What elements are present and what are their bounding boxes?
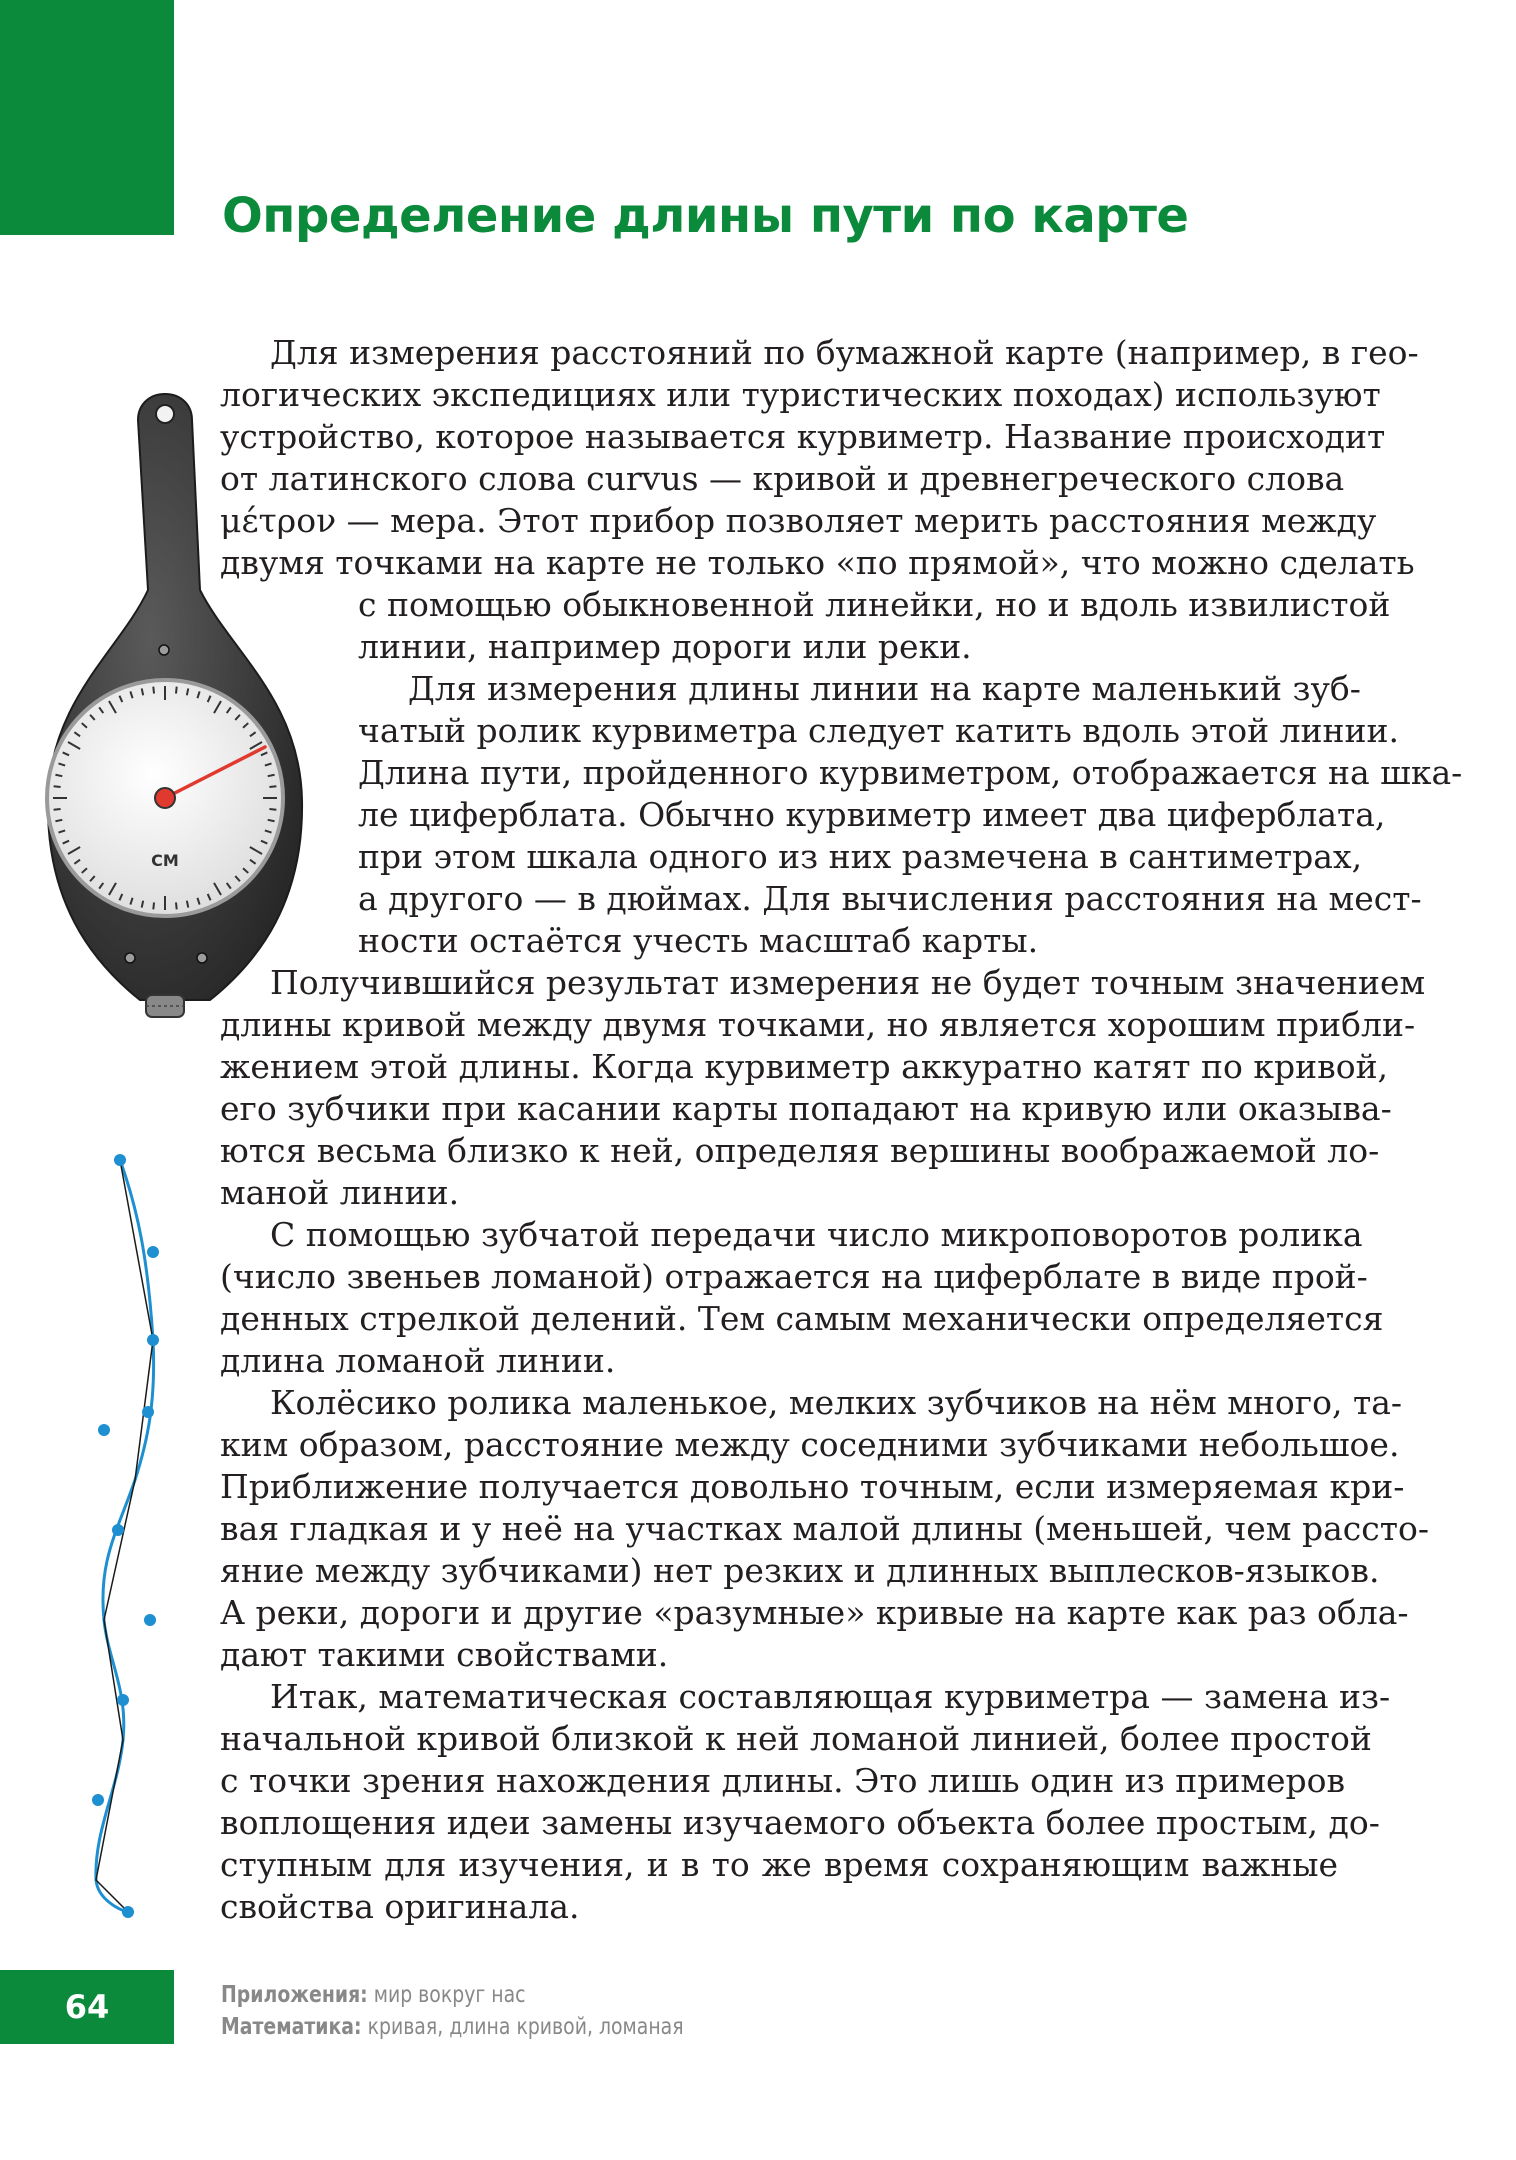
text-line: а другого — в дюймах. Для вычисления расстояния на мест- (358, 879, 1422, 918)
text-line: линии, например дороги или реки. (358, 627, 972, 666)
text-line: Для измерения расстояний по бумажной карте (например, в гео- (270, 333, 1419, 372)
text-line: двумя точками на карте не только «по прямой», что можно сделать (220, 543, 1415, 582)
text-line: Для измерения длины линии на карте маленький зуб- (408, 669, 1361, 708)
text-line: яние между зубчиками) нет резких и длинных выплесков-языков. (220, 1551, 1380, 1590)
text-line: от латинского слова curvus — кривой и древнегреческого слова (220, 459, 1345, 498)
text-line: длина ломаной линии. (220, 1341, 616, 1380)
text-line: Получившийся результат измерения не будет точным значением (270, 963, 1426, 1002)
text-line: его зубчики при касании карты попадают на кривую или оказыва- (220, 1089, 1392, 1128)
text-line: жением этой длины. Когда курвиметр аккуратно катят по кривой, (220, 1047, 1389, 1086)
dial-tick (142, 688, 143, 695)
dial-tick (176, 687, 177, 694)
dial-tick (153, 687, 154, 694)
screw-top-left (159, 645, 169, 655)
corner-accent-block (0, 0, 174, 235)
dial-tick (54, 786, 61, 787)
text-line: ступным для изучения, и в то же время сохраняющим важные (220, 1845, 1338, 1884)
dial-tick (268, 775, 275, 776)
text-line: денных стрелкой делений. Тем самым механически определяется (220, 1299, 1384, 1338)
footer-applications-label: Приложения: (221, 1982, 368, 2008)
footer-math (221, 2014, 684, 2040)
footer-applications-value: мир вокруг нас (373, 1982, 526, 2008)
screw-bottom-right (197, 953, 207, 963)
text-line: Длина пути, пройденного курвиметром, отображается на шка- (358, 753, 1463, 792)
dial-tick (187, 688, 188, 695)
text-line: длины кривой между двумя точками, но является хорошим прибли- (220, 1005, 1416, 1044)
text-line: дают такими свойствами. (220, 1635, 669, 1674)
dial-tick (54, 809, 61, 810)
footer-math-value: кривая, длина кривой, ломаная (367, 2014, 684, 2040)
page-title: Определение длины пути по карте (222, 188, 1189, 244)
text-line: логических экспедициях или туристических походах) используют (220, 375, 1381, 414)
dial-tick (268, 820, 275, 821)
screw-bottom-left (125, 953, 135, 963)
dial-tick (187, 901, 188, 908)
text-line: с помощью обыкновенной линейки, но и вдоль извилистой (358, 585, 1391, 624)
text-line: свойства оригинала. (220, 1887, 580, 1926)
dial-tick (269, 786, 276, 787)
dial-tick (176, 902, 177, 909)
text-line: ются весьма близко к ней, определяя вершины воображаемой ло- (220, 1131, 1380, 1170)
dial-tick (142, 901, 143, 908)
text-line: (число звеньев ломаной) отражается на циферблате в виде прой- (220, 1257, 1368, 1296)
text-line: Приближение получается довольно точным, если измеряемая кри- (220, 1467, 1405, 1506)
dial-tick (269, 809, 276, 810)
dial-unit-label: СМ (151, 851, 179, 870)
text-line: μέτρον — мера. Этот прибор позволяет мерить расстояния между (220, 501, 1377, 540)
polyline (96, 1160, 153, 1912)
dial-tick (55, 820, 62, 821)
text-line: воплощения идеи замены изучаемого объекта более простым, до- (220, 1803, 1380, 1842)
text-line: Колёсико ролика маленькое, мелких зубчиков на нём много, та- (270, 1383, 1403, 1422)
text-line: С помощью зубчатой передачи число микроповоротов ролика (270, 1215, 1363, 1254)
text-line: маной линии. (220, 1173, 460, 1212)
dial-tick (153, 902, 154, 909)
footer-math-label: Математика: (221, 2014, 362, 2040)
text-line: вая гладкая и у неё на участках малой длины (меньшей, чем рассто- (220, 1509, 1429, 1548)
text-line: Итак, математическая составляющая курвиметра — замена из- (270, 1677, 1391, 1716)
text-line: устройство, которое называется курвиметр. Название происходит (220, 417, 1386, 456)
footer-applications (221, 1982, 526, 2008)
text-line: ле циферблата. Обычно курвиметр имеет два циферблата, (358, 795, 1386, 834)
page-number: 64 (0, 1970, 174, 2044)
text-line: ности остаётся учесть масштаб карты. (358, 921, 1039, 960)
text-line: А реки, дороги и другие «разумные» кривые на карте как раз обла- (220, 1593, 1409, 1632)
text-line: ким образом, расстояние между соседними зубчиками небольшое. (220, 1425, 1400, 1464)
text-line: чатый ролик курвиметра следует катить вдоль этой линии. (358, 711, 1399, 750)
dial-tick (55, 775, 62, 776)
text-line: с точки зрения нахождения длины. Это лишь один из примеров (220, 1761, 1346, 1800)
curve-polyline-illustration (80, 1140, 180, 1920)
text-line: при этом шкала одного из них размечена в сантиметрах, (358, 837, 1363, 876)
text-line: начальной кривой близкой к ней ломаной линией, более простой (220, 1719, 1372, 1758)
